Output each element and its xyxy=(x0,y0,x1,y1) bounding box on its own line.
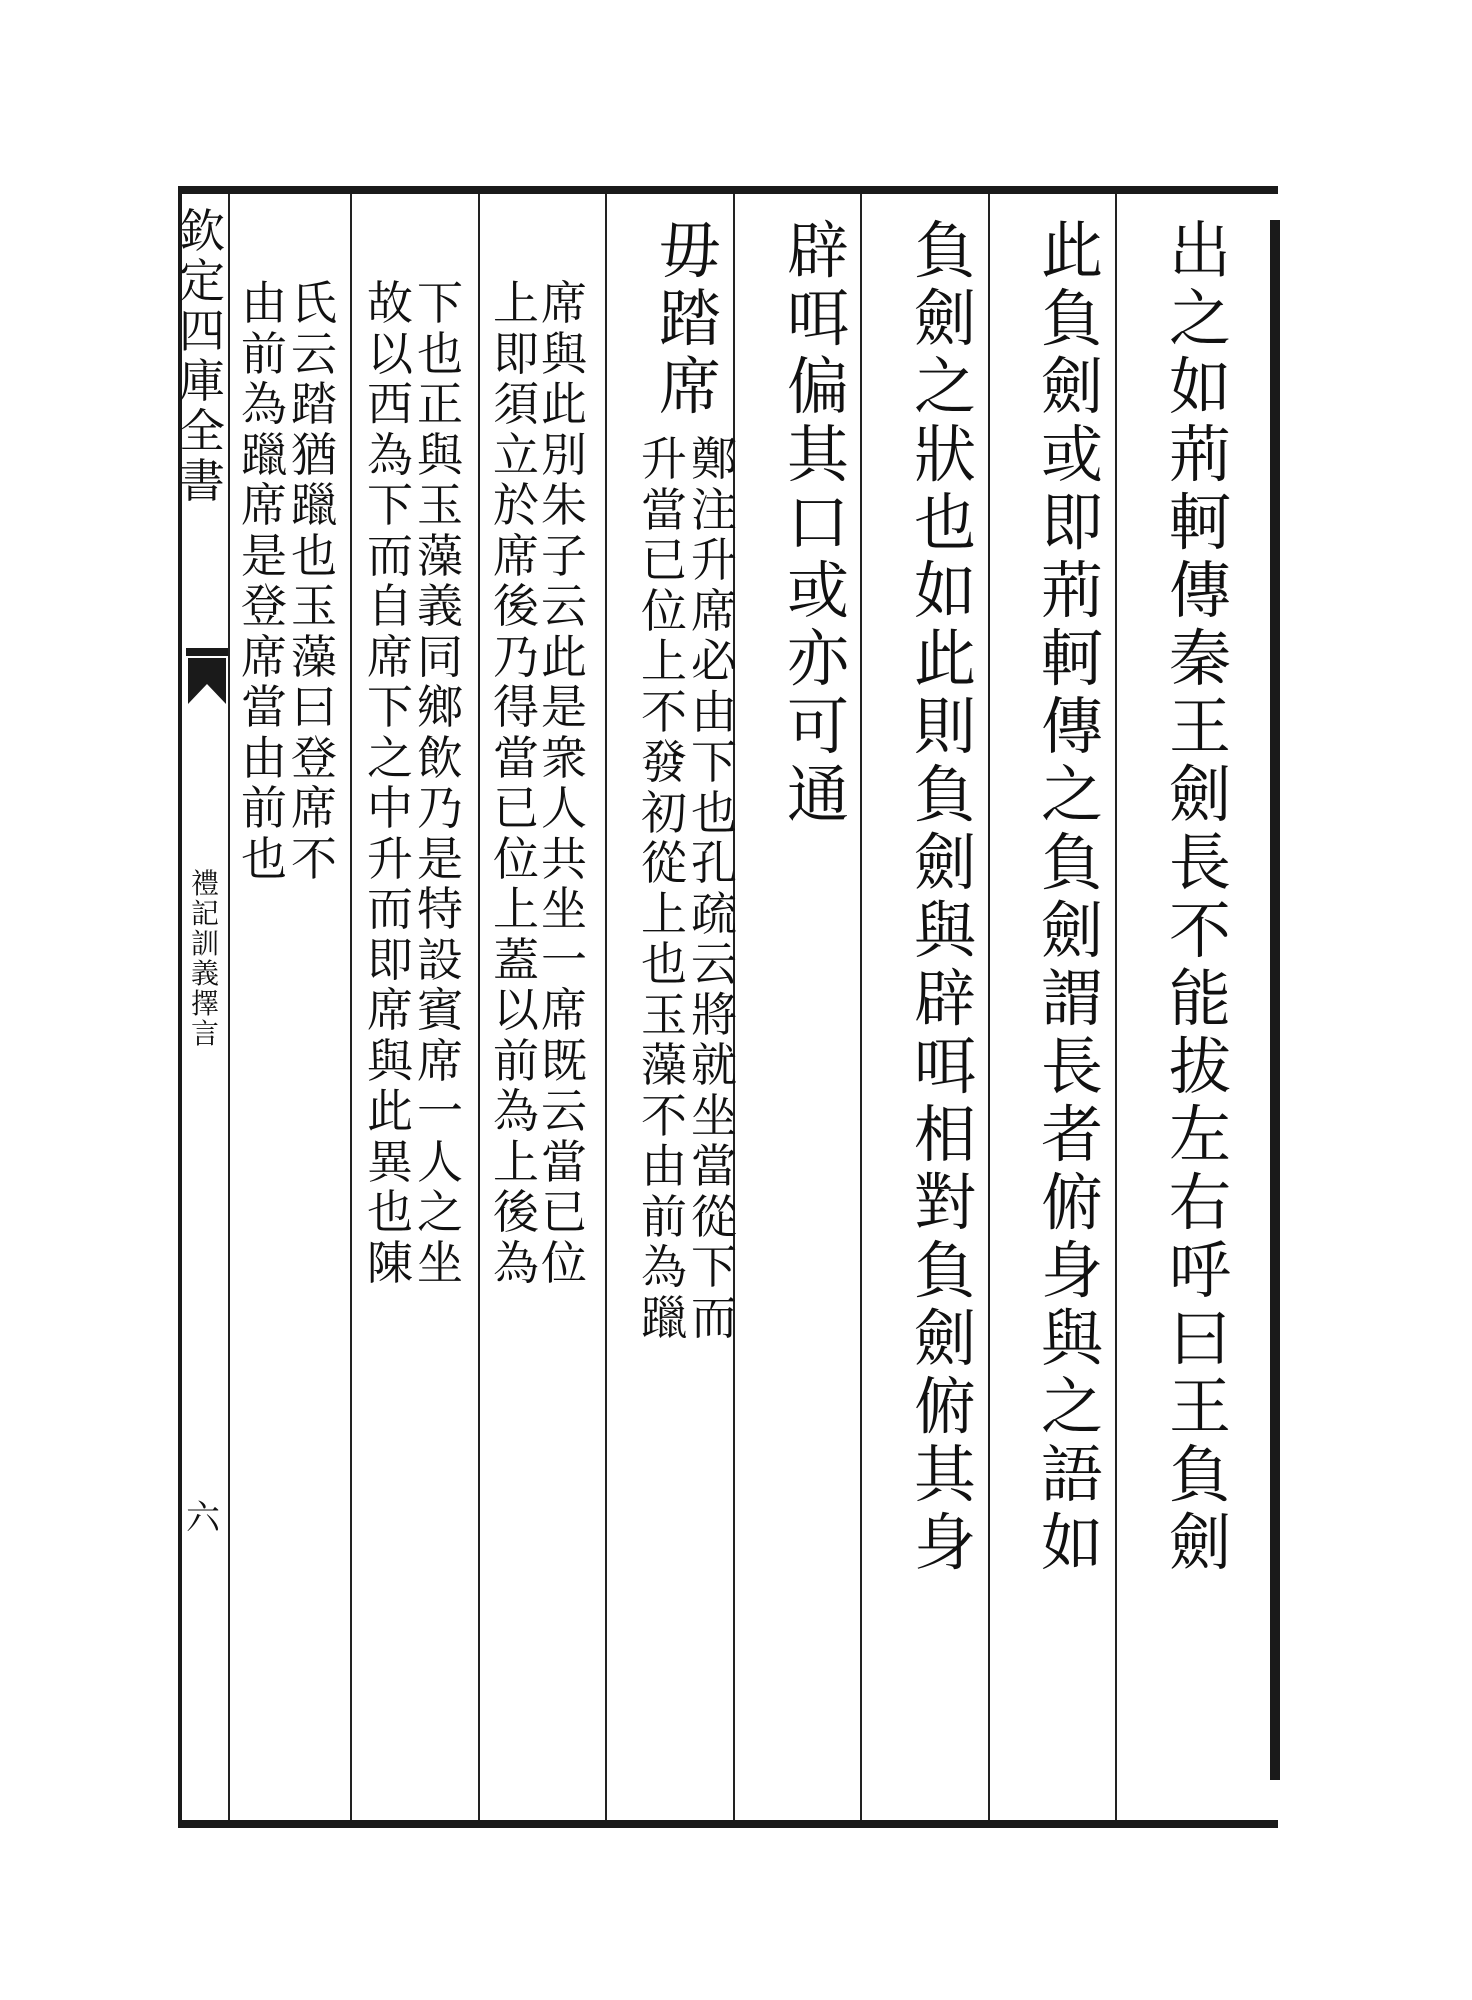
text-char: 特 xyxy=(417,882,463,936)
column-rule xyxy=(605,194,607,1820)
text-char: 此 xyxy=(913,622,976,695)
text-char: 或 xyxy=(786,554,849,627)
text-char: 亦 xyxy=(786,622,849,695)
text-char: 躐 xyxy=(241,427,287,482)
text-char: 俯 xyxy=(913,1370,976,1443)
text-char: 坐 xyxy=(691,1088,737,1143)
text-char: 對 xyxy=(913,1166,976,1239)
text-char: 負 xyxy=(1040,282,1103,355)
text-char: 能 xyxy=(1168,962,1231,1035)
text-char: 當 xyxy=(241,680,287,734)
text-char: 荊 xyxy=(1040,554,1103,627)
text-char: 上 xyxy=(493,1134,539,1189)
frame-right-border xyxy=(1270,220,1280,1780)
commentary-column xyxy=(639,432,689,1345)
text-char: 鄉 xyxy=(417,680,463,734)
text-char: 之 xyxy=(913,350,976,423)
text-column xyxy=(1165,214,1235,1580)
text-char: 西 xyxy=(367,377,413,431)
text-char: 咡 xyxy=(913,1030,976,1103)
text-char: 共 xyxy=(541,831,587,886)
text-char: 從 xyxy=(641,836,687,890)
text-char: 得 xyxy=(493,680,539,734)
text-char: 負 xyxy=(1040,826,1103,899)
text-char: 中 xyxy=(367,781,413,835)
column-rule xyxy=(228,194,230,1820)
text-char: 者 xyxy=(1040,1098,1103,1171)
text-char: 出 xyxy=(1168,214,1231,287)
text-char: 席 xyxy=(241,478,287,532)
text-char: 席 xyxy=(367,983,413,1037)
text-char: 人 xyxy=(417,1134,463,1189)
text-char: 席 xyxy=(291,781,337,835)
text-char: 鄭 xyxy=(691,432,737,486)
text-char: 升 xyxy=(367,831,413,886)
text-char: 玉 xyxy=(641,987,687,1042)
text-char: 之 xyxy=(417,1185,463,1239)
text-char: 云 xyxy=(541,1084,587,1138)
text-char: 辟 xyxy=(913,962,976,1035)
text-char: 人 xyxy=(541,781,587,835)
text-char: 秦 xyxy=(1168,622,1231,695)
text-char: 其 xyxy=(786,418,849,491)
text-char: 不 xyxy=(641,684,687,739)
text-char: 即 xyxy=(493,326,539,381)
text-char: 由 xyxy=(241,276,287,330)
margin-char: 庫 xyxy=(179,354,225,408)
text-char: 為 xyxy=(641,1240,687,1294)
text-char: 位 xyxy=(493,831,539,886)
commentary-column xyxy=(289,276,339,886)
text-char: 設 xyxy=(417,932,463,987)
text-char: 由 xyxy=(641,1139,687,1193)
text-char: 下 xyxy=(691,1240,737,1294)
text-char: 負 xyxy=(913,1234,976,1307)
text-char: 席 xyxy=(658,350,721,423)
text-column xyxy=(1037,214,1107,1580)
page-number: 六 xyxy=(186,1498,220,1538)
text-char: 由 xyxy=(691,684,737,739)
text-char: 負 xyxy=(913,758,976,831)
text-char: 玉 xyxy=(291,579,337,633)
text-char: 前 xyxy=(241,781,287,835)
fish-tail-mark xyxy=(186,648,228,708)
text-char: 孔 xyxy=(691,836,737,890)
text-char: 位 xyxy=(541,1235,587,1290)
text-char: 狀 xyxy=(913,418,976,491)
text-char: 席 xyxy=(541,983,587,1037)
text-char: 下 xyxy=(367,680,413,734)
text-char: 傳 xyxy=(1040,690,1103,763)
text-char: 也 xyxy=(691,785,737,840)
text-char: 席 xyxy=(541,276,587,330)
text-char: 與 xyxy=(1040,1302,1103,1375)
text-char: 前 xyxy=(241,326,287,381)
text-char: 王 xyxy=(1168,1370,1231,1443)
text-char: 朱 xyxy=(541,478,587,532)
commentary-column xyxy=(365,276,415,1290)
text-char: 云 xyxy=(541,579,587,633)
text-char: 不 xyxy=(291,831,337,886)
text-char: 長 xyxy=(1168,826,1231,899)
text-char: 升 xyxy=(641,432,687,486)
margin-char: 禮 xyxy=(190,867,219,900)
text-char: 上 xyxy=(641,634,687,688)
margin-char: 四 xyxy=(179,304,225,358)
text-char: 須 xyxy=(493,377,539,431)
text-char: 長 xyxy=(1040,1030,1103,1103)
text-char: 登 xyxy=(291,730,337,785)
text-char: 疏 xyxy=(691,886,737,941)
margin-char: 擇 xyxy=(190,987,219,1020)
commentary-column xyxy=(689,432,739,1345)
text-char: 藻 xyxy=(417,528,463,583)
margin-char: 記 xyxy=(190,897,219,930)
text-char: 軻 xyxy=(1040,622,1103,695)
text-char: 以 xyxy=(367,326,413,381)
text-char: 劍 xyxy=(1040,894,1103,967)
text-char: 口 xyxy=(786,486,849,559)
margin-char: 訓 xyxy=(190,927,219,960)
text-char: 相 xyxy=(913,1098,976,1171)
text-char: 劍 xyxy=(1168,1506,1231,1579)
text-char: 曰 xyxy=(1168,1302,1231,1375)
column-rule xyxy=(350,194,352,1820)
text-char: 拔 xyxy=(1168,1030,1231,1103)
text-char: 席 xyxy=(493,528,539,583)
text-char: 已 xyxy=(493,781,539,835)
text-char: 猶 xyxy=(291,427,337,482)
text-char: 升 xyxy=(691,533,737,587)
text-char: 謂 xyxy=(1040,962,1103,1035)
text-char: 也 xyxy=(417,326,463,381)
text-char: 是 xyxy=(241,528,287,583)
column-rule xyxy=(1115,194,1117,1820)
text-char: 通 xyxy=(786,758,849,831)
text-char: 正 xyxy=(417,377,463,431)
margin-char: 言 xyxy=(190,1017,219,1050)
section-title xyxy=(190,867,220,1050)
text-char: 已 xyxy=(541,1185,587,1239)
text-char: 為 xyxy=(493,1084,539,1138)
text-char: 則 xyxy=(913,690,976,763)
text-char: 乃 xyxy=(493,629,539,684)
text-char: 云 xyxy=(291,326,337,381)
text-char: 也 xyxy=(913,486,976,559)
text-char: 故 xyxy=(367,276,413,330)
text-char: 辟 xyxy=(786,214,849,287)
text-char: 下 xyxy=(367,478,413,532)
text-char: 不 xyxy=(1168,894,1231,967)
commentary-column xyxy=(539,276,589,1290)
text-char: 衆 xyxy=(541,730,587,785)
text-char: 就 xyxy=(691,1038,737,1092)
text-char: 別 xyxy=(541,427,587,482)
text-char: 陳 xyxy=(367,1235,413,1290)
text-char: 不 xyxy=(641,1088,687,1143)
text-char: 為 xyxy=(493,1235,539,1290)
text-char: 子 xyxy=(541,528,587,583)
text-char: 當 xyxy=(641,482,687,537)
text-char: 踏 xyxy=(658,282,721,355)
text-char: 躐 xyxy=(641,1290,687,1345)
text-char: 之 xyxy=(1168,282,1231,355)
text-char: 劍 xyxy=(913,826,976,899)
text-char: 左 xyxy=(1168,1098,1231,1171)
text-char: 與 xyxy=(417,427,463,482)
text-char: 之 xyxy=(1040,758,1103,831)
text-char: 位 xyxy=(641,583,687,638)
text-char: 藻 xyxy=(641,1038,687,1092)
text-char: 當 xyxy=(493,730,539,785)
text-char: 身 xyxy=(1040,1234,1103,1307)
text-char: 軻 xyxy=(1168,486,1231,559)
text-char: 躐 xyxy=(291,478,337,532)
text-char: 劍 xyxy=(913,282,976,355)
text-char: 席 xyxy=(691,583,737,638)
text-char: 踏 xyxy=(291,377,337,431)
text-char: 此 xyxy=(1040,214,1103,287)
margin-char: 欽 xyxy=(179,204,225,258)
margin-char: 書 xyxy=(179,454,225,508)
text-char: 如 xyxy=(1040,1506,1103,1579)
text-char: 為 xyxy=(367,427,413,482)
text-char: 劍 xyxy=(913,1302,976,1375)
text-char: 登 xyxy=(241,579,287,633)
text-char: 其 xyxy=(913,1438,976,1511)
text-char: 王 xyxy=(1168,690,1231,763)
text-char: 必 xyxy=(691,634,737,688)
text-char: 此 xyxy=(541,377,587,431)
text-char: 上 xyxy=(493,276,539,330)
text-column-heading xyxy=(655,214,725,424)
text-char: 後 xyxy=(493,1185,539,1239)
commentary-column xyxy=(239,276,289,886)
text-char: 飲 xyxy=(417,730,463,785)
text-char: 是 xyxy=(417,831,463,886)
text-char: 是 xyxy=(541,680,587,734)
margin-char: 定 xyxy=(179,254,225,308)
text-char: 此 xyxy=(367,1084,413,1138)
text-char: 身 xyxy=(913,1506,976,1579)
text-char: 蓋 xyxy=(493,932,539,987)
text-char: 此 xyxy=(541,629,587,684)
text-char: 可 xyxy=(786,690,849,763)
text-char: 與 xyxy=(913,894,976,967)
text-char: 已 xyxy=(641,533,687,587)
text-column xyxy=(783,214,853,832)
text-char: 於 xyxy=(493,478,539,532)
text-char: 義 xyxy=(417,579,463,633)
text-char: 藻 xyxy=(291,629,337,684)
text-char: 賓 xyxy=(417,983,463,1037)
text-char: 即 xyxy=(1040,486,1103,559)
column-rule xyxy=(860,194,862,1820)
text-char: 上 xyxy=(493,882,539,936)
text-column xyxy=(910,214,980,1580)
text-char: 之 xyxy=(1040,1370,1103,1443)
text-char: 劍 xyxy=(1168,758,1231,831)
text-char: 一 xyxy=(541,932,587,987)
text-char: 與 xyxy=(541,326,587,381)
text-char: 傳 xyxy=(1168,554,1231,627)
text-char: 云 xyxy=(691,937,737,991)
text-char: 從 xyxy=(691,1189,737,1244)
text-char: 如 xyxy=(1168,350,1231,423)
book-title xyxy=(179,204,225,508)
text-char: 異 xyxy=(367,1134,413,1189)
text-char: 劍 xyxy=(1040,350,1103,423)
text-char: 發 xyxy=(641,735,687,789)
commentary-column xyxy=(491,276,541,1290)
margin-char: 義 xyxy=(190,957,219,990)
column-rule xyxy=(988,194,990,1820)
text-char: 玉 xyxy=(417,478,463,532)
text-char: 氏 xyxy=(291,276,337,330)
text-char: 咡 xyxy=(786,282,849,355)
text-char: 如 xyxy=(913,554,976,627)
text-char: 上 xyxy=(641,886,687,941)
text-char: 席 xyxy=(367,629,413,684)
text-char: 負 xyxy=(1168,1438,1231,1511)
text-char: 呼 xyxy=(1168,1234,1231,1307)
text-char: 而 xyxy=(367,882,413,936)
column-rule xyxy=(478,194,480,1820)
text-char: 與 xyxy=(367,1033,413,1088)
text-char: 由 xyxy=(241,730,287,785)
text-char: 席 xyxy=(241,629,287,684)
text-char: 也 xyxy=(367,1185,413,1239)
text-char: 也 xyxy=(241,831,287,886)
text-char: 右 xyxy=(1168,1166,1231,1239)
text-char: 初 xyxy=(641,785,687,840)
text-char: 曰 xyxy=(291,680,337,734)
text-char: 注 xyxy=(691,482,737,537)
text-char: 將 xyxy=(691,987,737,1042)
text-char: 而 xyxy=(367,528,413,583)
text-char: 後 xyxy=(493,579,539,633)
margin-char: 全 xyxy=(179,404,225,458)
text-char: 為 xyxy=(241,377,287,431)
text-char: 荊 xyxy=(1168,418,1231,491)
text-char: 俯 xyxy=(1040,1166,1103,1239)
text-char: 負 xyxy=(913,214,976,287)
text-char: 坐 xyxy=(541,882,587,936)
text-char: 之 xyxy=(367,730,413,785)
text-char: 自 xyxy=(367,579,413,633)
commentary-column xyxy=(415,276,465,1290)
text-char: 當 xyxy=(691,1139,737,1193)
text-char: 同 xyxy=(417,629,463,684)
text-char: 語 xyxy=(1040,1438,1103,1511)
text-char: 前 xyxy=(641,1189,687,1244)
text-char: 乃 xyxy=(417,781,463,835)
text-char: 毋 xyxy=(658,214,721,287)
text-char: 下 xyxy=(691,735,737,789)
text-char: 以 xyxy=(493,983,539,1037)
text-char: 既 xyxy=(541,1033,587,1088)
text-char: 前 xyxy=(493,1033,539,1088)
text-char: 下 xyxy=(417,276,463,330)
text-char: 立 xyxy=(493,427,539,482)
text-char: 坐 xyxy=(417,1235,463,1290)
text-char: 也 xyxy=(291,528,337,583)
text-char: 一 xyxy=(417,1084,463,1138)
text-char: 或 xyxy=(1040,418,1103,491)
text-char: 而 xyxy=(691,1290,737,1345)
text-char: 席 xyxy=(417,1033,463,1088)
text-char: 也 xyxy=(641,937,687,991)
text-char: 偏 xyxy=(786,350,849,423)
text-char: 即 xyxy=(367,932,413,987)
text-char: 當 xyxy=(541,1134,587,1189)
